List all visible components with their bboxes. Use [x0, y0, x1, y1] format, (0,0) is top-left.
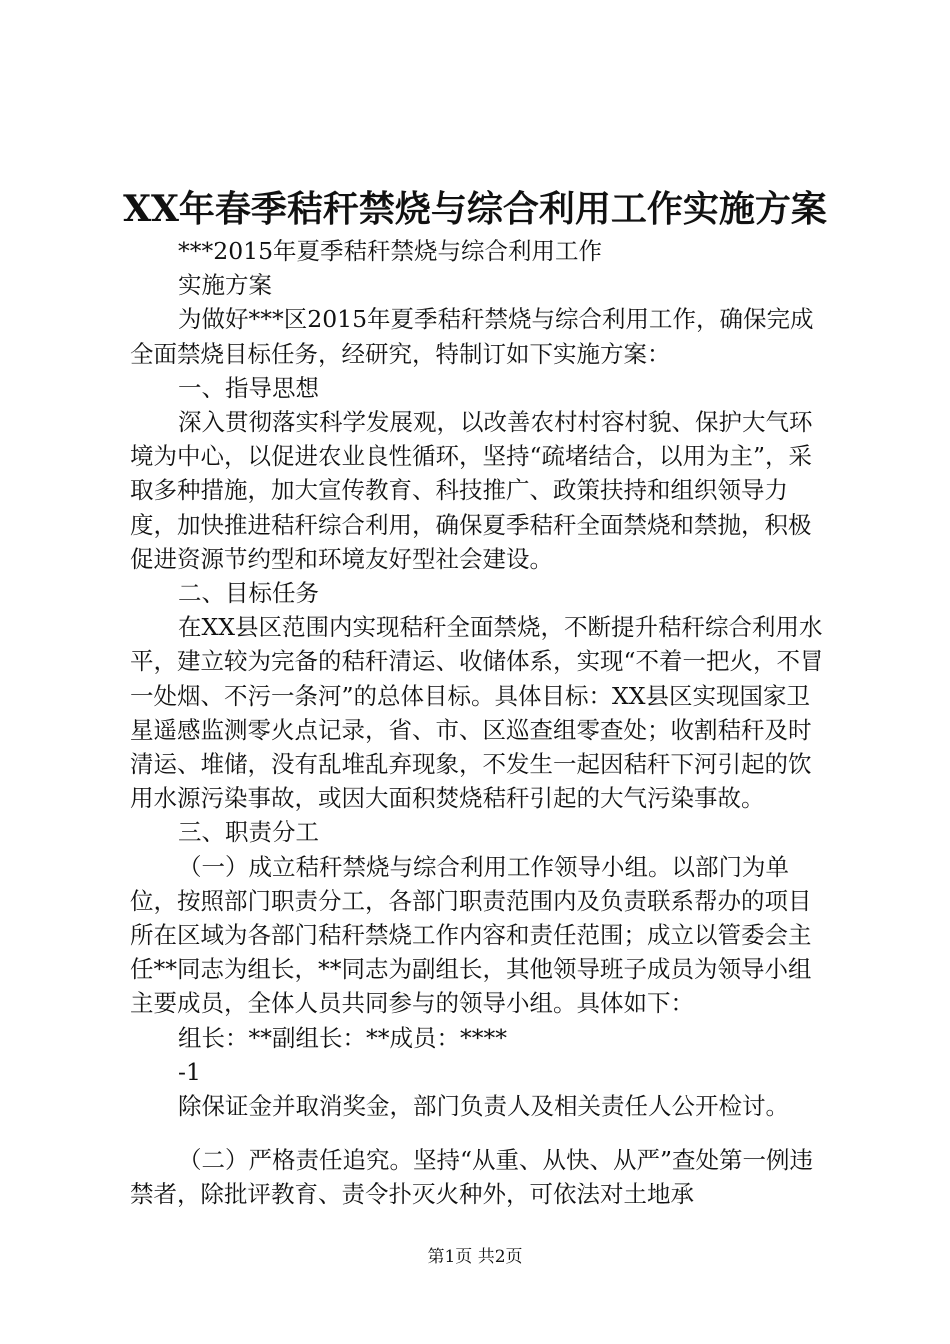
leading-group-paragraph: （一）成立秸秆禁烧与综合利用工作领导小组。以部门为单位，按照部门职责分工，各部门职责范围内及负责联系帮办的项目所在区域为各部门秸秆禁烧工作内容和责任范围；成立以管委会主任**同志为组长，**同志为副组长，其他领导班子成员为领导小组主要成员，全体人员共同参与的领导小组。具体如下： [130, 852, 812, 1018]
section-heading-responsibilities: 三、职责分工 [178, 818, 319, 847]
page-marker-line: -1 [178, 1057, 201, 1086]
subtitle-line-1: ***2015年夏季秸秆禁烧与综合利用工作 [178, 237, 603, 265]
section-heading-objectives: 二、目标任务 [178, 579, 319, 608]
group-members-line: 组长：**副组长：**成员：**** [178, 1023, 507, 1052]
intro-paragraph: 为做好***区2015年夏季秸秆禁烧与综合利用工作，确保完成全面禁烧目标任务，经研究，特制订如下实施方案： [130, 305, 814, 368]
accountability-paragraph: （二）严格责任追究。坚持“从重、从快、从严”查处第一例违禁者，除批评教育、责令扑灭火种外，可依法对土地承 [130, 1146, 814, 1209]
objectives-paragraph: 在XX县区范围内实现秸秆全面禁烧，不断提升秸秆综合利用水平，建立较为完备的秸秆清运、收储体系，实现“不着一把火，不冒一处烟、不污一条河”的总体目标。具体目标：XX县区实现国家卫星遥感监测零火点记录，省、市、区巡查组零查处；收割秸秆及时清运、堆储，没有乱堆乱弃现象，不发生一起因秸秆下河引起的饮用水源污染事故，或因大面积焚烧秸秆引起的大气污染事故。 [130, 613, 824, 813]
deposit-paragraph: 除保证金并取消奖金，部门负责人及相关责任人公开检讨。 [178, 1092, 789, 1121]
subtitle-line-2: 实施方案 [178, 271, 272, 300]
section-heading-guiding-principles: 一、指导思想 [178, 373, 319, 402]
page-footer: 第1页 共2页 [427, 1247, 523, 1267]
guiding-principles-paragraph: 深入贯彻落实科学发展观，以改善农村村容村貌、保护大气环境为中心，以促进农业良性循环，坚持“疏堵结合，以用为主”，采取多种措施，加大宣传教育、科技推广、政策扶持和组织领导力度，加快推进秸秆综合利用，确保夏季秸秆全面禁烧和禁抛，积极促进资源节约型和环境友好型社会建设。 [130, 408, 813, 573]
document-body [130, 234, 830, 1212]
document-title: XX年春季秸秆禁烧与综合利用工作实施方案 [123, 188, 827, 230]
